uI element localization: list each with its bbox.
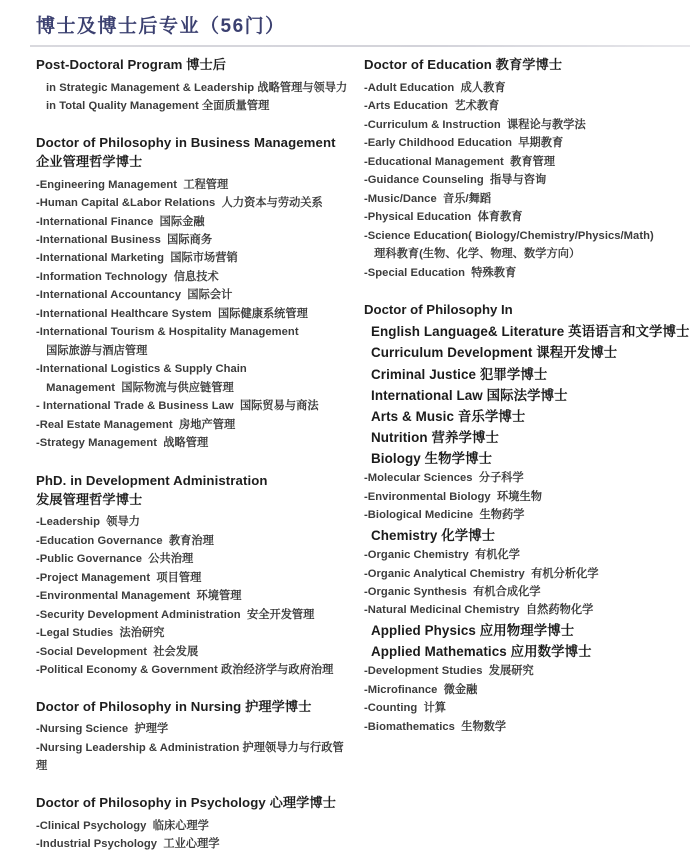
program-major-item: -Environmental Management 环境管理 [36,590,242,603]
program-major-item: -Natural Medicinal Chemistry 自然药物化学 [364,604,594,617]
program-major-item: -Biological Medicine 生物药学 [364,509,525,522]
program-major-item: -International Tourism & Hospitality Management [36,326,299,339]
program-major-item: -Industrial Psychology 工业心理学 [36,838,220,851]
program-major-item: -Adult Education 成人教育 [364,81,506,94]
program-block-nursing [36,698,352,776]
program-heading: PhD. in Development Administration 发展管理哲学博士 [36,471,352,510]
degree-heading: English Language& Literature 英语语言和文学博士 [371,324,690,340]
program-major-item: -Molecular Sciences 分子科学 [364,472,524,485]
program-major-item: -Nursing Science 护理学 [36,723,169,736]
program-major-item: -International Accountancy 国际会计 [36,289,233,302]
program-heading: Doctor of Philosophy in Psychology 心理学博士 [36,794,337,810]
program-heading: Post-Doctoral Program 博士后 [36,57,227,72]
program-major-item: -International Healthcare System 国际健康系统管理 [36,307,308,320]
degree-heading: Arts & Music 音乐学博士 [371,408,526,424]
degree-heading: Curriculum Development 课程开发博士 [371,345,618,361]
program-group-heading: Doctor of Philosophy In [364,302,513,318]
program-major-item: -Nursing Leadership & Administration 护理领导力与行政管理 [36,741,344,773]
program-major-item: 国际旅游与酒店管理 [43,344,148,357]
program-major-item: -International Finance 国际金融 [36,215,205,228]
program-major-item: -Project Management 项目管理 [36,571,202,584]
degree-heading: International Law 国际法学博士 [371,387,568,403]
program-major-item: -Special Education 特殊教育 [364,266,517,279]
degree-heading: Nutrition 营养学博士 [371,430,499,446]
program-major-item: -Music/Dance 音乐/舞蹈 [364,192,492,205]
program-major-item: -International Business 国际商务 [36,234,213,246]
program-major-item: -International Logistics & Supply Chain [36,363,247,376]
program-major-item: -Curriculum & Instruction 课程论与教学法 [364,118,586,131]
program-block-business-management [36,133,352,453]
program-heading: Doctor of Education 教育学博士 [364,57,563,72]
program-major-item: -International Marketing 国际市场营销 [36,252,238,265]
program-major-item: -Educational Management 教育管理 [364,155,556,168]
program-subline: in Total Quality Management 全面质量管理 [46,99,270,112]
program-major-item: -Real Estate Management 房地产管理 [36,418,236,431]
left-column [0,56,358,854]
program-block-education [364,56,692,282]
degree-heading: Chemistry 化学博士 [371,527,496,543]
program-major-item: -Information Technology 信息技术 [36,270,219,283]
program-major-item: -Guidance Counseling 指导与咨询 [364,174,547,187]
program-major-item: -Education Governance 教育治理 [36,534,214,547]
program-block-psychology [36,794,352,854]
program-major-item: -Arts Education 艺术教育 [364,100,500,113]
program-major-item: Management 国际物流与供应链管理 [43,381,234,394]
program-major-item: -Security Development Administration 安全开发管理 [36,608,315,621]
degree-heading: Applied Mathematics 应用数学博士 [371,644,592,660]
program-major-item: 理科教育(生物、化学、物理、数学方向） [371,248,581,261]
program-major-item: -Development Studies 发展研究 [364,665,534,678]
page-title: 博士及博士后专业（56门） [36,16,286,37]
program-major-item: -Biomathematics 生物数学 [364,720,507,733]
program-major-item: -Engineering Management 工程管理 [36,178,229,191]
program-block-development-administration [36,471,352,680]
program-major-item: -Human Capital &Labor Relations 人力资本与劳动关系 [36,197,323,210]
program-major-item: - International Trade & Business Law 国际贸易与商法 [36,400,319,413]
program-heading-cn: 发展管理哲学博士 [36,492,143,508]
program-block-philosophy-in [364,300,692,736]
program-major-item: -Strategy Management 战略管理 [36,437,209,450]
program-major-item: -Early Childhood Education 早期教育 [364,137,564,150]
program-major-item: -Environmental Biology 环境生物 [364,490,542,503]
program-major-item: -Science Education( Biology/Chemistry/Physics/Math) [364,229,654,242]
program-major-item: -Organic Synthesis 有机合成化学 [364,586,541,598]
right-column [358,56,700,736]
program-heading: Doctor of Philosophy in Business Management 企业管理哲学博士 [36,133,352,172]
title-divider [30,45,690,47]
program-subline: in Strategic Management & Leadership 战略管理与领导力 [46,81,348,94]
program-major-item: -Clinical Psychology 临床心理学 [36,819,209,832]
program-major-item: -Physical Education 体育教育 [364,211,523,224]
degree-heading: Applied Physics 应用物理学博士 [371,622,575,638]
degree-heading: Criminal Justice 犯罪学博士 [371,366,548,382]
program-major-item: -Social Development 社会发展 [36,645,199,658]
program-major-item: -Leadership 领导力 [36,516,140,529]
program-major-item: -Microfinance 微金融 [364,683,478,696]
program-major-item: -Public Governance 公共治理 [36,553,194,566]
program-heading: Doctor of Philosophy in Nursing 护理学博士 [36,698,312,714]
two-column-layout [0,56,700,854]
program-heading-cn: 企业管理哲学博士 [36,154,143,170]
program-major-item: -Organic Analytical Chemistry 有机分析化学 [364,567,599,580]
program-major-item: -Legal Studies 法治研究 [36,627,165,640]
program-major-item: -Counting 计算 [364,702,447,715]
program-major-item: -Organic Chemistry 有机化学 [364,549,520,562]
degree-heading: Biology 生物学博士 [371,451,493,467]
program-major-item: -Political Economy & Government 政治经济学与政府治理 [36,664,334,677]
program-block-post-doctoral [36,56,352,115]
